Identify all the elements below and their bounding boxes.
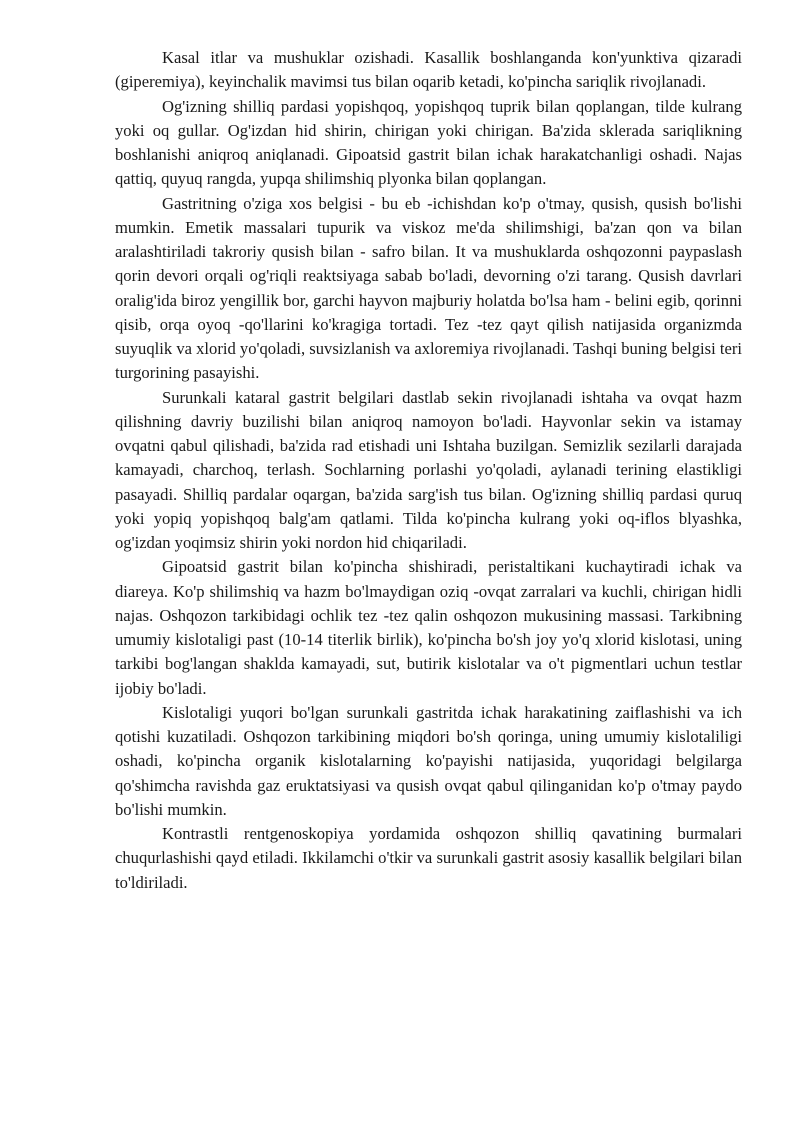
paragraph-5: Gipoatsid gastrit bilan ko'pincha shishiradi, peristaltikani kuchaytiradi ichak va diareya. Ko'p shilimshiq va hazm bo'lmaydigan oziq -ovqat zarralari va kuchli, chirigan hidli najas. Oshqozon tarkibidagi ochlik tez -tez qalin oshqozon mukusining massasi. Tarkibning umumiy kislotaligi past (10-14 titerlik birlik), ko'pincha bo'sh joy yo'q xlorid kislotasi, uning tarkibi bog'langan shaklda kamayadi, sut, butirik kislotalar va o't pigmentlari uchun testlar ijobiy bo'ladi. (115, 557, 742, 698)
paragraph-1: Kasal itlar va mushuklar ozishadi. Kasallik boshlanganda kon'yunktiva qizaradi (giperemiya), keyinchalik mavimsi tus bilan oqarib ketadi, ko'pincha sariqlik rivojlanadi. (115, 48, 742, 92)
paragraph-4: Surunkali kataral gastrit belgilari dastlab sekin rivojlanadi ishtaha va ovqat hazm qilishning davriy buzilishi bilan aniqroq namoyon bo'ladi. Hayvonlar sekin va istamay ovqatni qabul qilishadi, ba'zida rad etishadi uni Ishtaha buzilgan. Semizlik sezilarli darajada kamayadi, charchoq, terlash. Sochlarning porlashi yo'qoladi, aylanadi terining elastikligi pasayadi. Shilliq pardalar oqargan, ba'zida sarg'ish tus bilan. Og'izning shilliq pardasi quruq yoki yopiq yopishqoq balg'am qatlami. Tilda ko'pincha kulrang yoki oq-iflos blyashka, og'izdan yoqimsiz shirin yoki nordon hid chiqariladi. (115, 387, 742, 552)
document-page (115, 46, 742, 895)
paragraph-2: Og'izning shilliq pardasi yopishqoq, yopishqoq tuprik bilan qoplangan, tilde kulrang yoki oq gullar. Og'izdan hid shirin, chirigan yoki chirigan. Ba'zida sklerada sariqlikning boshlanishi aniqroq aniqlanadi. Gipoatsid gastrit bilan ichak harakatchanligi oshadi. Najas qattiq, quyuq rangda, yupqa shilimshiq plyonka bilan qoplangan. (115, 96, 742, 189)
paragraph-3: Gastritning o'ziga xos belgisi - bu eb -ichishdan ko'p o'tmay, qusish, qusish bo'lishi mumkin. Emetik massalari tupurik va viskoz me'da shilimshigi, ba'zan qon va bilan aralashtiriladi takroriy qusish bilan - safro bilan. It va mushuklarda oshqozonni paypaslash qorin devori orqali og'riqli reaktsiyaga sabab bo'ladi, devorning o'zi tarang. Qusish davrlari oralig'ida biroz yengillik bor, garchi hayvon majburiy holatda bo'lsa ham - belini egib, qorinni qisib, orqa oyoq -qo'llarini ko'kragiga tortadi. Tez -tez qayt qilish natijasida organizmda suyuqlik va xlorid yo'qoladi, suvsizlanish va axloremiya rivojlanadi. Tashqi buning belgisi teri turgorining pasayishi. (115, 193, 742, 383)
paragraph-7: Kontrastli rentgenoskopiya yordamida oshqozon shilliq qavatining burmalari chuqurlashishi qayd etiladi. Ikkilamchi o'tkir va surunkali gastrit asosiy kasallik belgilari bilan to'ldiriladi. (115, 824, 742, 892)
paragraph-6: Kislotaligi yuqori bo'lgan surunkali gastritda ichak harakatining zaiflashishi va ich qotishi kuzatiladi. Oshqozon tarkibining miqdori bo'sh qoringa, uning umumiy kislotaliligi oshadi, ko'pincha organik kislotalarning ko'payishi natijasida, yuqoridagi belgilarga qo'shimcha ravishda gaz eruktatsiyasi va qusish ovqat qabul qilinganidan ko'p o'tmay paydo bo'lishi mumkin. (115, 702, 742, 819)
